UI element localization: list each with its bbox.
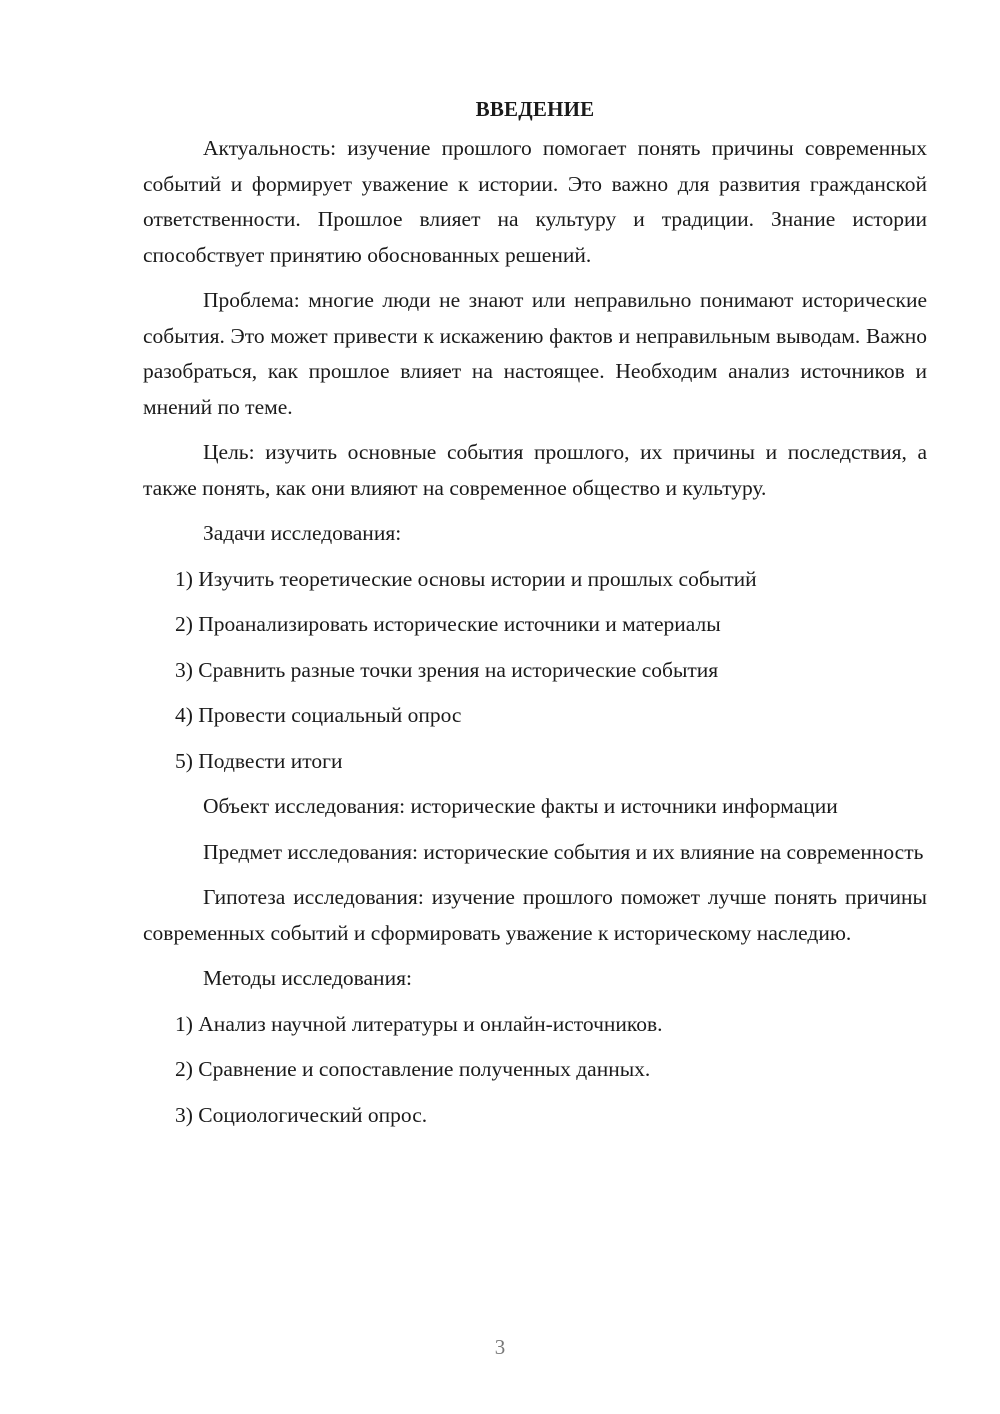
tasks-list bbox=[143, 562, 927, 780]
task-item: 5) Подвести итоги bbox=[175, 748, 343, 773]
methods-heading: Методы исследования: bbox=[203, 966, 412, 990]
object-paragraph: Объект исследования: исторические факты и источники информации bbox=[203, 794, 838, 818]
task-item: 3) Сравнить разные точки зрения на исторические события bbox=[175, 657, 719, 682]
section-title: ВВЕДЕНИЕ bbox=[475, 97, 595, 121]
subject-paragraph: Предмет исследования: исторические события и их влияние на современность bbox=[203, 839, 924, 864]
problem-paragraph: Проблема: многие люди не знают или неправильно понимают исторические события. Это может привести к искажению фактов и неправильным выводам. Важно разобраться, как прошлое влияет на настоящее. Необходим анализ источников и мнений по теме. bbox=[143, 288, 927, 419]
page-content bbox=[143, 92, 927, 1143]
methods-list bbox=[143, 1007, 927, 1134]
task-item: 1) Изучить теоретические основы истории и прошлых событий bbox=[175, 566, 757, 591]
task-item: 2) Проанализировать исторические источники и материалы bbox=[175, 612, 721, 636]
hypothesis-paragraph: Гипотеза исследования: изучение прошлого поможет лучше понять причины современных событий и сформировать уважение к историческому наследию. bbox=[143, 885, 927, 945]
method-item: 3) Социологический опрос. bbox=[175, 1102, 428, 1127]
task-item: 4) Провести социальный опрос bbox=[175, 703, 462, 727]
method-item: 1) Анализ научной литературы и онлайн-источников. bbox=[175, 1011, 663, 1036]
page-number: 3 bbox=[494, 1335, 506, 1359]
method-item: 2) Сравнение и сопоставление полученных данных. bbox=[175, 1057, 651, 1081]
goal-paragraph: Цель: изучить основные события прошлого, их причины и последствия, а также понять, как они влияют на современное общество и культуру. bbox=[143, 440, 927, 500]
relevance-paragraph: Актуальность: изучение прошлого помогает понять причины современных событий и формирует уважение к истории. Это важно для развития гражданской ответственности. Прошлое влияет на культуру и традиции. Знание истории способствует принятию обоснованных решений. bbox=[143, 136, 927, 267]
tasks-heading: Задачи исследования: bbox=[203, 521, 402, 545]
